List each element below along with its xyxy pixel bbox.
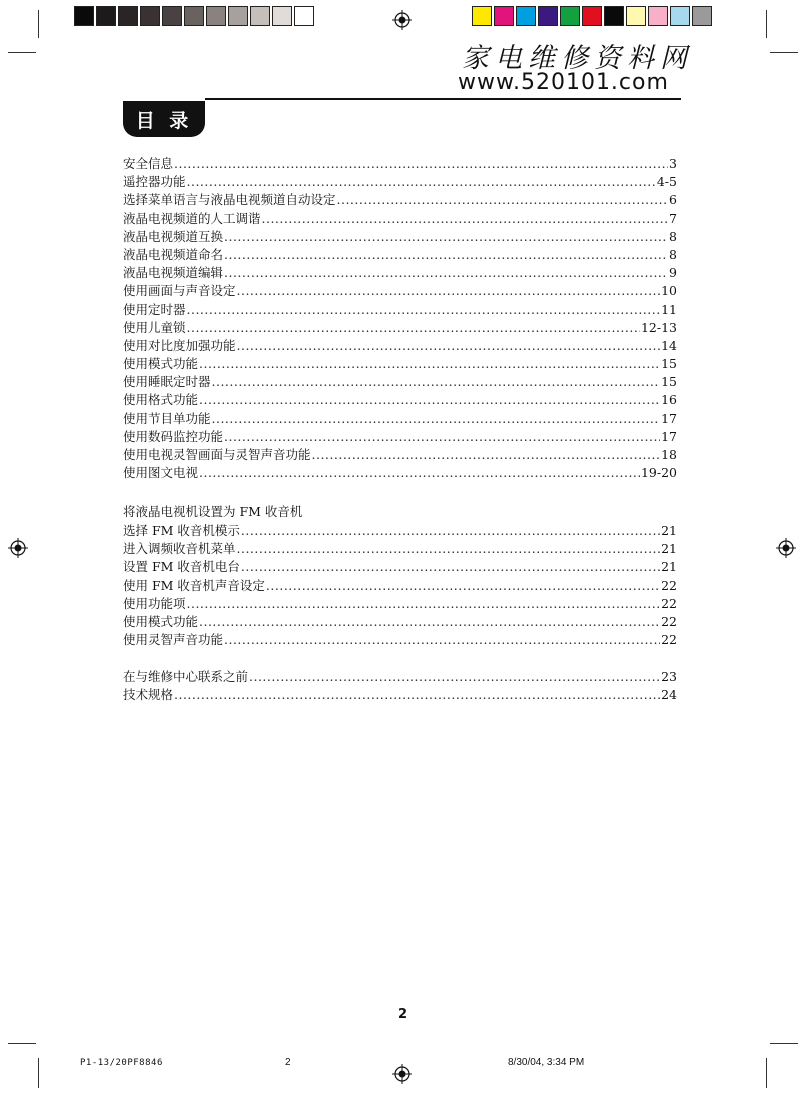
toc-group-3 [123, 668, 677, 704]
toc-entry-page: 19-20 [640, 465, 677, 481]
page-number: 2 [397, 1007, 408, 1022]
gray-swatch [162, 6, 182, 26]
toc-entry-page: 22 [661, 577, 677, 593]
toc-entry-title: 使用格式功能 [123, 392, 199, 408]
gray-swatch [206, 6, 226, 26]
toc-entry-page: 18 [661, 447, 677, 462]
toc-entry [123, 464, 677, 482]
gray-swatch [294, 6, 314, 26]
toc-entry [123, 282, 677, 300]
toc-group-1 [123, 155, 677, 482]
toc-entry-page: 8 [669, 246, 677, 262]
registration-target-icon [392, 10, 412, 30]
toc-leader-dots [237, 337, 661, 355]
crop-mark [38, 10, 39, 38]
toc-entry-title: 液晶电视频道互换 [123, 228, 224, 244]
toc-entry-page: 24 [661, 687, 677, 703]
toc-leader-dots [187, 319, 640, 337]
toc-entry-title: 使用儿童锁 [123, 319, 186, 335]
toc-group-2 [123, 502, 677, 649]
toc-entry-page: 12-13 [640, 319, 677, 335]
footer-page: 2 [285, 1057, 291, 1068]
toc-entry-title: 使用睡眠定时器 [123, 374, 211, 390]
toc-entry [123, 173, 677, 191]
page-title: 目 录 [123, 101, 205, 137]
toc-entry [123, 355, 677, 373]
toc-section-heading: 将液晶电视机设置为 FM 收音机 [123, 504, 303, 519]
grayscale-calibration-bar [74, 6, 316, 28]
toc-leader-dots [199, 355, 660, 373]
toc-entry-title: 使用对比度加强功能 [123, 337, 236, 353]
toc-entry-title: 使用功能项 [123, 595, 186, 611]
toc-entry [123, 264, 677, 282]
toc-entry [123, 613, 677, 631]
toc-entry-page: 21 [661, 559, 677, 575]
toc-entry [123, 191, 677, 209]
toc-entry-page: 11 [661, 301, 677, 317]
toc-entry [123, 337, 677, 355]
toc-leader-dots [199, 464, 640, 482]
crop-mark [38, 1058, 39, 1088]
toc-entry [123, 522, 677, 540]
registration-target-icon [392, 1064, 412, 1084]
toc-entry [123, 686, 677, 704]
toc-entry-title: 使用定时器 [123, 301, 186, 317]
toc-entry-title: 使用节目单功能 [123, 410, 211, 426]
toc-entry-title: 使用 FM 收音机声音设定 [123, 577, 265, 593]
toc-entry-title: 使用模式功能 [123, 356, 199, 372]
color-swatch [472, 6, 492, 26]
toc-leader-dots [187, 173, 656, 191]
toc-entry [123, 228, 677, 246]
toc-entry-title: 在与维修中心联系之前 [123, 669, 249, 684]
toc-leader-dots [224, 228, 668, 246]
toc-entry-page: 22 [661, 632, 677, 648]
toc-leader-dots [249, 668, 660, 686]
toc-leader-dots [187, 301, 661, 319]
registration-target-icon [8, 538, 28, 558]
toc-entry-title: 使用数码监控功能 [123, 428, 224, 444]
toc-entry-title: 液晶电视频道命名 [123, 246, 224, 262]
toc-leader-dots [199, 613, 660, 631]
color-swatch [494, 6, 514, 26]
toc-entry-title: 使用画面与声音设定 [123, 283, 236, 299]
toc-entry-page: 4-5 [656, 174, 677, 190]
header-rule [205, 98, 681, 100]
toc-leader-dots [224, 428, 660, 446]
toc-entry-page: 23 [661, 669, 677, 684]
toc-leader-dots [212, 410, 661, 428]
toc-entry-page: 15 [661, 374, 677, 390]
crop-mark [766, 10, 767, 38]
toc-entry-page: 17 [661, 410, 677, 426]
toc-leader-dots [224, 246, 668, 264]
color-swatch [648, 6, 668, 26]
color-swatch [692, 6, 712, 26]
toc-entry-title: 安全信息 [123, 156, 174, 171]
crop-mark [8, 52, 36, 53]
toc-leader-dots [212, 373, 661, 391]
color-calibration-bar [472, 6, 714, 28]
toc-leader-dots [224, 264, 668, 282]
toc-entry-page: 16 [661, 392, 677, 408]
gray-swatch [272, 6, 292, 26]
color-swatch [538, 6, 558, 26]
color-swatch [604, 6, 624, 26]
toc-entry [123, 668, 677, 686]
toc-entry-page: 7 [669, 210, 677, 226]
toc-entry-page: 6 [669, 192, 677, 208]
site-logo-text: 家电维修资料网 [462, 43, 693, 74]
toc-entry-title: 技术规格 [123, 687, 174, 703]
toc-entry-page: 22 [661, 613, 677, 629]
crop-mark [766, 1058, 767, 1088]
toc-leader-dots [174, 155, 668, 173]
gray-swatch [228, 6, 248, 26]
gray-swatch [250, 6, 270, 26]
toc-entry [123, 446, 677, 464]
toc-entry [123, 301, 677, 319]
toc-entry-page: 10 [661, 283, 677, 299]
toc-entry-title: 使用灵智声音功能 [123, 632, 224, 648]
site-logo-url: www.520101.com [458, 70, 669, 95]
crop-mark [8, 1043, 36, 1044]
color-swatch [560, 6, 580, 26]
toc-entry-title: 液晶电视频道编辑 [123, 265, 224, 281]
toc-entry [123, 428, 677, 446]
toc-entry-page: 21 [661, 523, 677, 538]
toc-entry [123, 319, 677, 337]
gray-swatch [140, 6, 160, 26]
toc-entry-title: 选择 FM 收音机模示 [123, 523, 240, 538]
toc-entry [123, 210, 677, 228]
toc-entry [123, 631, 677, 649]
color-swatch [516, 6, 536, 26]
toc-entry-page: 17 [661, 428, 677, 444]
gray-swatch [184, 6, 204, 26]
toc-entry-title: 遥控器功能 [123, 174, 186, 190]
toc-leader-dots [241, 558, 660, 576]
toc-entry-page: 22 [661, 595, 677, 611]
toc-leader-dots [187, 595, 661, 613]
toc-entry [123, 391, 677, 409]
toc-entry [123, 373, 677, 391]
toc-entry-page: 21 [661, 541, 677, 557]
toc-leader-dots [199, 391, 660, 409]
toc-entry-title: 使用模式功能 [123, 613, 199, 629]
toc-leader-dots [241, 522, 660, 540]
toc-leader-dots [237, 540, 661, 558]
toc-entry-title: 选择菜单语言与液晶电视频道自动设定 [123, 192, 336, 208]
toc-entry-page: 3 [669, 156, 677, 171]
toc-entry-title: 使用图文电视 [123, 465, 199, 481]
toc-entry-page: 15 [661, 356, 677, 372]
registration-target-icon [776, 538, 796, 558]
toc-entry-title: 液晶电视频道的人工调谐 [123, 210, 261, 226]
footer-date: 8/30/04, 3:34 PM [508, 1057, 585, 1068]
toc-leader-dots [262, 210, 669, 228]
gray-swatch [96, 6, 116, 26]
toc-entry [123, 246, 677, 264]
toc-entry-title: 使用电视灵智画面与灵智声音功能 [123, 447, 311, 462]
color-swatch [582, 6, 602, 26]
crop-mark [770, 1043, 798, 1044]
toc-leader-dots [337, 191, 669, 209]
toc-entry [123, 155, 677, 173]
crop-mark [770, 52, 798, 53]
toc-entry [123, 410, 677, 428]
color-swatch [670, 6, 690, 26]
footer-file-name: P1-13/20PF8846 [80, 1058, 163, 1068]
toc-leader-dots [312, 446, 661, 464]
toc-leader-dots [174, 686, 660, 704]
toc-entry-page: 9 [669, 265, 677, 281]
gray-swatch [118, 6, 138, 26]
color-swatch [626, 6, 646, 26]
toc-leader-dots [266, 577, 660, 595]
toc-entry-title: 进入调频收音机菜单 [123, 541, 236, 557]
toc-entry-page: 14 [661, 337, 677, 353]
toc-entry [123, 540, 677, 558]
toc-leader-dots [237, 282, 661, 300]
toc-leader-dots [224, 631, 660, 649]
toc-entry [123, 558, 677, 576]
toc-entry [123, 595, 677, 613]
toc-entry [123, 577, 677, 595]
toc-entry-title: 设置 FM 收音机电台 [123, 559, 240, 575]
gray-swatch [74, 6, 94, 26]
toc-entry-page: 8 [669, 228, 677, 244]
